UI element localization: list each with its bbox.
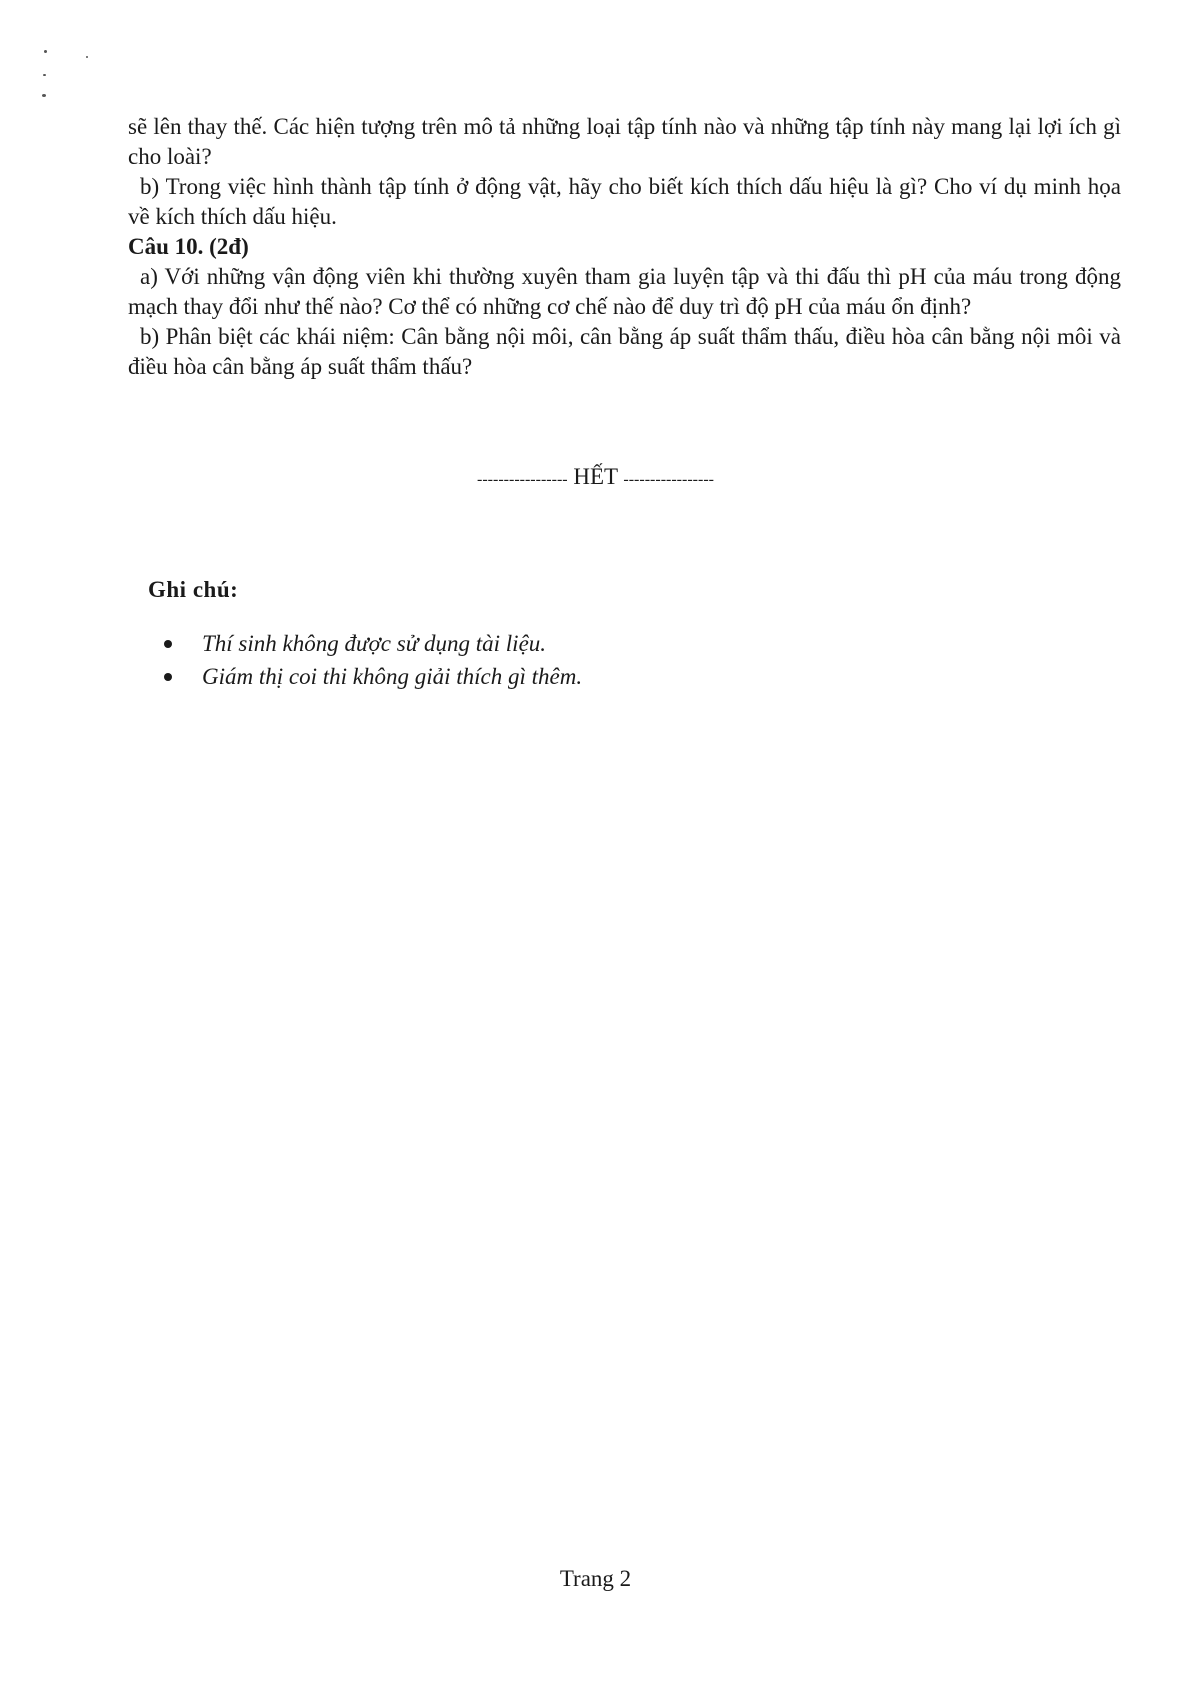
end-marker-right-dashes: ----------------- [623,471,714,488]
notes-section [148,575,848,693]
notes-item-text: Giám thị coi thi không giải thích gì thêm. [202,664,583,689]
question-10-heading: Câu 10. (2đ) [128,234,249,259]
end-marker-text: HẾT [573,464,618,489]
bullet-icon [164,673,172,681]
notes-item [148,627,848,660]
bullet-icon [164,640,172,648]
question-10-part-b: b) Phân biệt các khái niệm: Cân bằng nội môi, cân bằng áp suất thẩm thấu, điều hòa cân bằng nội môi và điều hòa cân bằng áp suất thẩm thấu? [128,324,1121,379]
page-number: Trang 2 [559,1566,632,1591]
exam-content [128,112,1121,382]
question-10-part-a: a) Với những vận động viên khi thường xuyên tham gia luyện tập và thi đấu thì pH của máu trong động mạch thay đổi như thế nào? Cơ thể có những cơ chế nào để duy trì độ pH của máu ổn định? [128,264,1121,319]
notes-item [148,660,848,693]
scan-artifacts [38,48,98,108]
notes-item-text: Thí sinh không được sử dụng tài liệu. [202,631,547,656]
end-marker [0,462,1191,495]
end-marker-left-dashes: ----------------- [477,471,568,488]
notes-list [148,627,848,693]
paragraph-part-b: b) Trong việc hình thành tập tính ở động vật, hãy cho biết kích thích dấu hiệu là gì? Cho ví dụ minh họa về kích thích dấu hiệu. [128,174,1121,229]
notes-title: Ghi chú: [148,577,239,602]
paragraph-continuation: sẽ lên thay thế. Các hiện tượng trên mô tả những loại tập tính nào và những tập tính này mang lại lợi ích gì cho loài? [128,114,1121,169]
